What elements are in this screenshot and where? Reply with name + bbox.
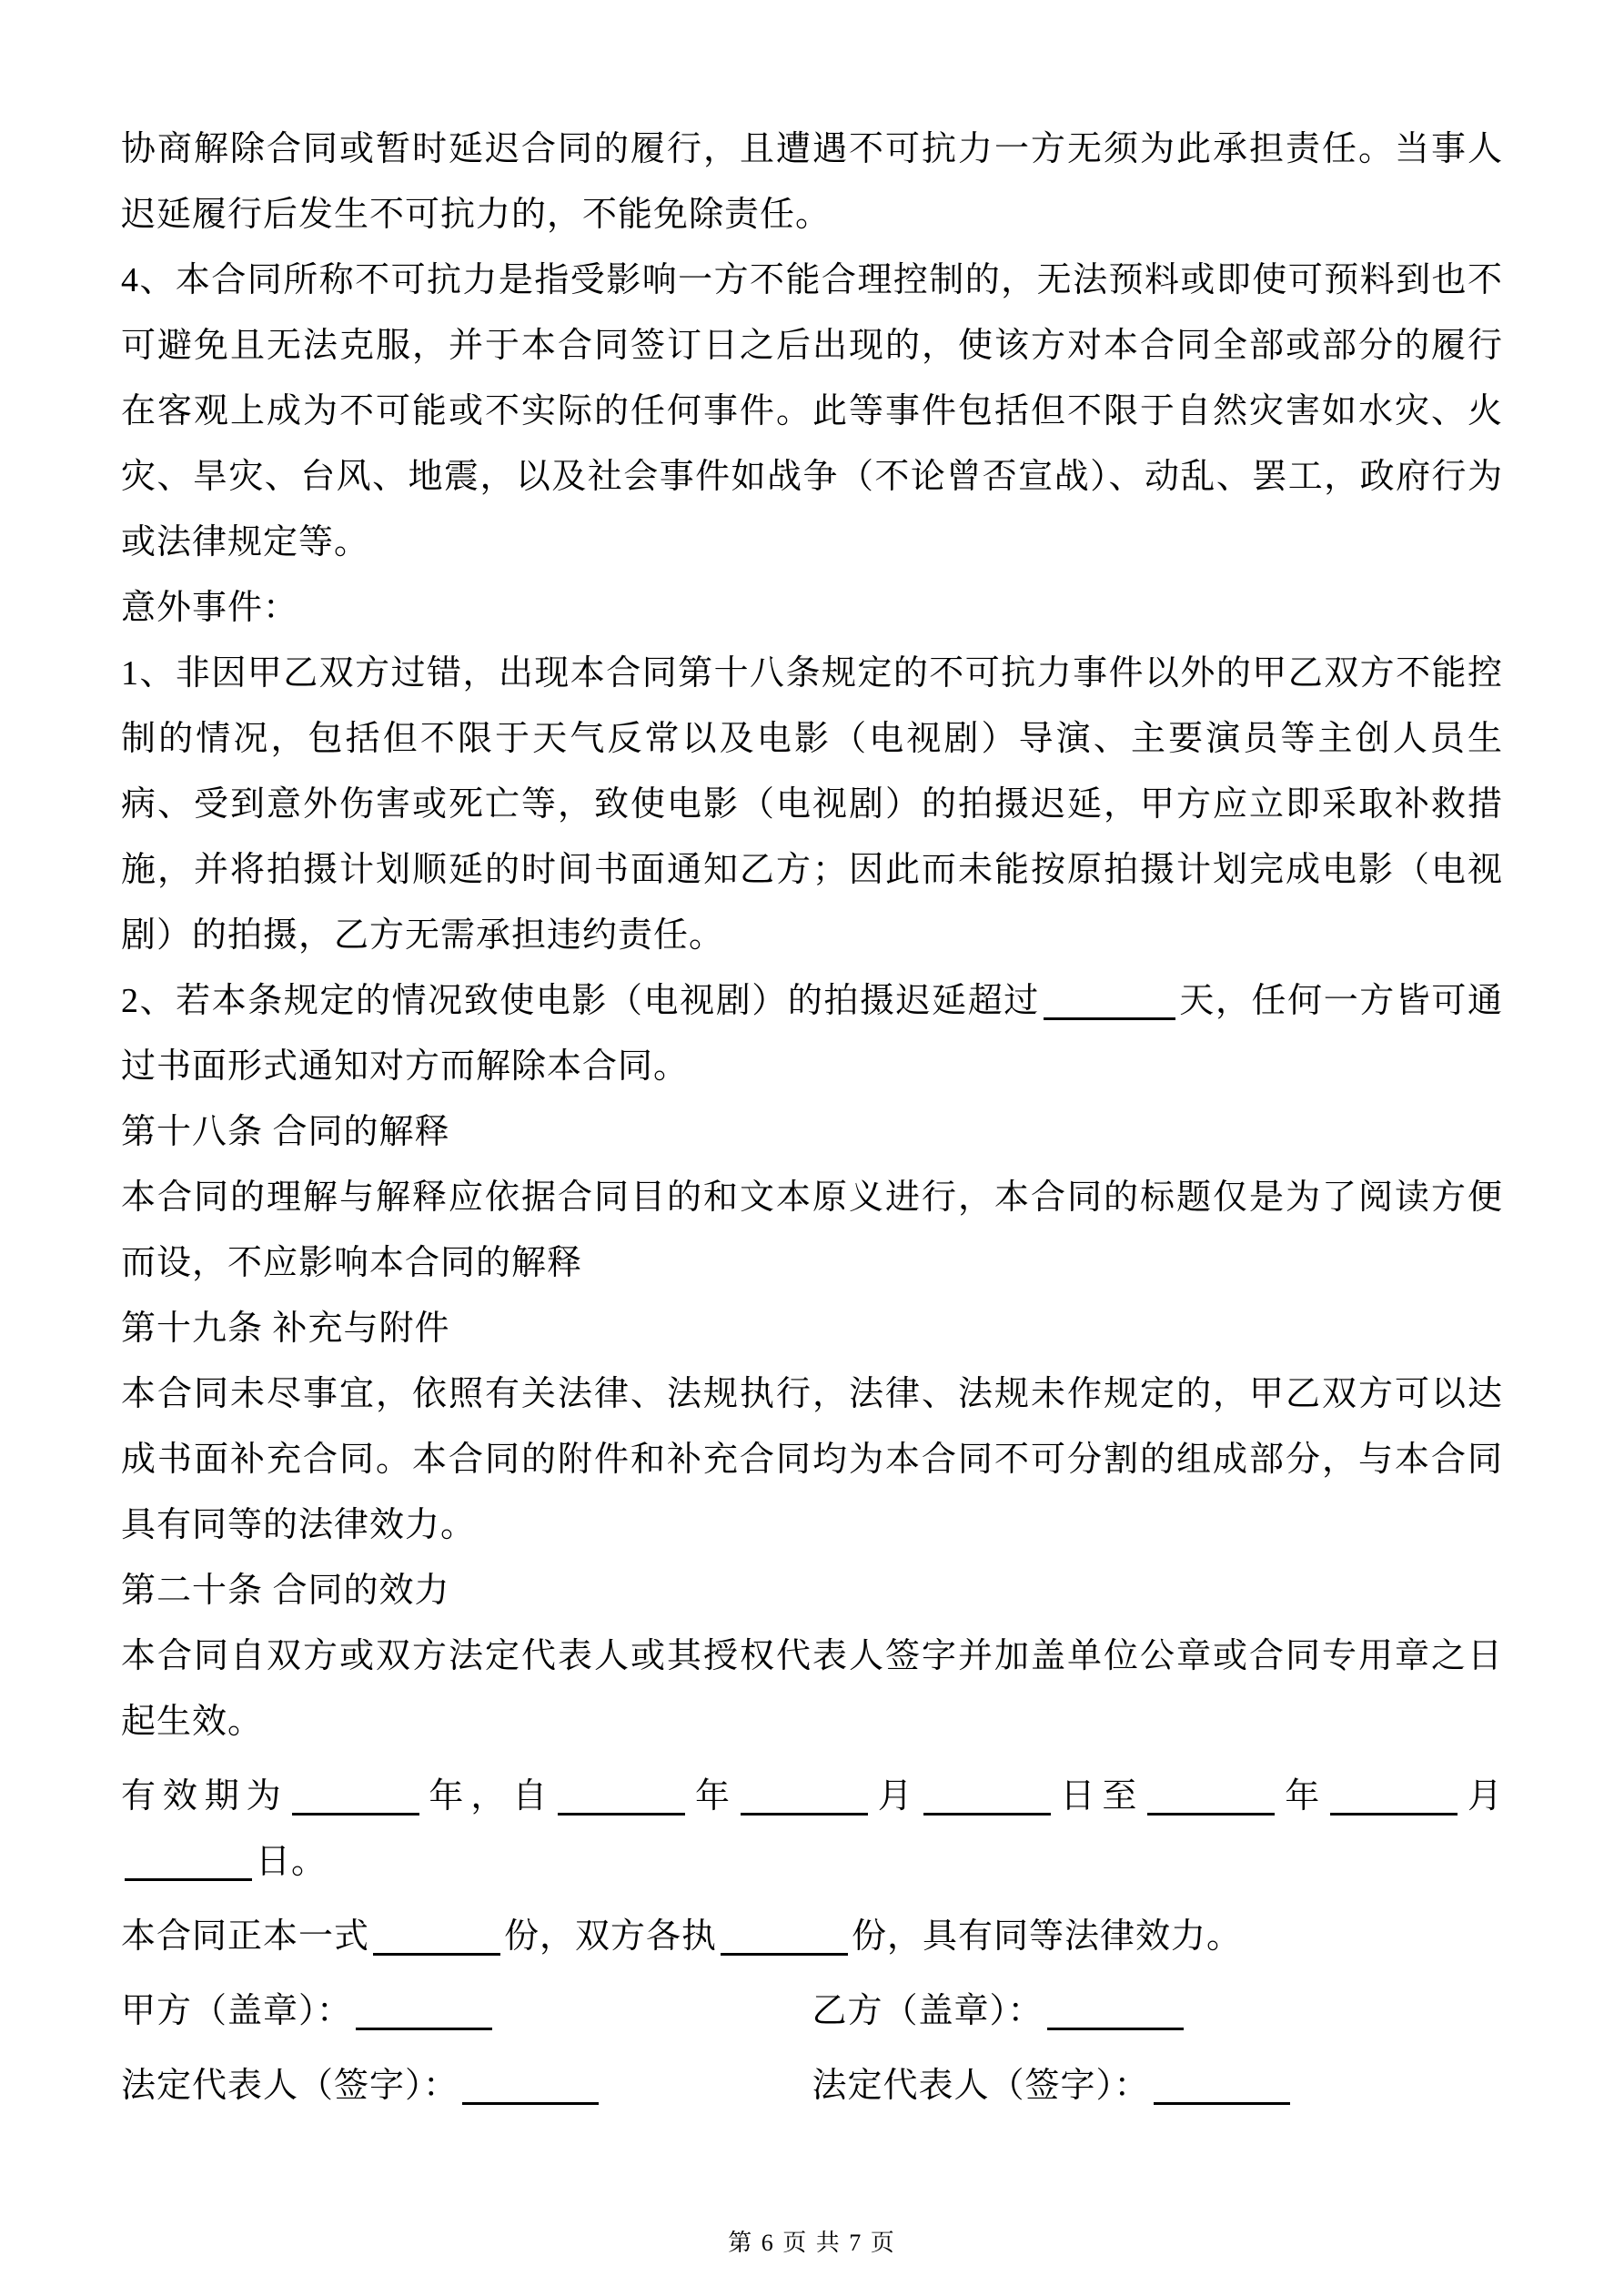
blank-field <box>125 1844 252 1881</box>
text-run: 4、本合同所称不可抗力是指受影响一方不能合理控制的，无法预料或即使可预料到也不可避免且无法克服，并于本合同签订日之后出现的，使该方对本合同全部或部分的履行在客观上成为不可能或不实际的任何事件。此等事件包括但不限于自然灾害如水灾、火灾、旱灾、台风、地震，以及社会事件如战争（不论曾否宣战）、动乱、罢工，政府行为或法律规定等。 <box>121 261 1503 561</box>
para-accident-clause-2 <box>121 968 1503 1099</box>
text-run: 意外事件： <box>121 589 299 627</box>
para-counterparts <box>121 1904 1503 1969</box>
blank-field <box>1147 1778 1275 1816</box>
text-run: 1、非因甲乙双方过错，出现本合同第十八条规定的不可抗力事件以外的甲乙双方不能控制的情况，包括但不限于天气反常以及电影（电视剧）导演、主要演员等主创人员生病、受到意外伤害或死亡等，致使电影（电视剧）的拍摄迟延，甲方应立即采取补救措施，并将拍摄计划顺延的时间书面通知乙方；因此而未能按原拍摄计划完成电影（电视剧）的拍摄，乙方无需承担违约责任。 <box>121 654 1503 955</box>
text-run: 份，双方各执 <box>504 1917 718 1956</box>
text-run: 份，具有同等法律效力。 <box>852 1917 1243 1956</box>
text-run: 本合同自双方或双方法定代表人或其授权代表人签字并加盖单位公章或合同专用章之日起生效。 <box>121 1637 1503 1741</box>
text-run: 年 <box>689 1777 737 1816</box>
para-force-majeure-liability <box>121 116 1503 248</box>
row-representative-signatures-left <box>121 2053 812 2119</box>
blank-field <box>1330 1778 1458 1816</box>
text-run: 本合同未尽事宜，依照有关法律、法规执行，法律、法规未作规定的，甲乙双方可以达成书面补充合同。本合同的附件和补充合同均为本合同不可分割的组成部分，与本合同具有同等的法律效力。 <box>121 1375 1503 1544</box>
heading-accident-events <box>121 575 1503 641</box>
document-content <box>121 116 1503 2119</box>
text-run: 月 <box>871 1777 920 1816</box>
para-force-majeure-definition <box>121 248 1503 575</box>
blank-field <box>1154 2068 1290 2105</box>
para-article-19-body <box>121 1361 1503 1558</box>
text-run: 第十八条 合同的解释 <box>121 1113 450 1151</box>
blank-field <box>741 1778 868 1816</box>
blank-field <box>558 1778 685 1816</box>
para-article-18-body <box>121 1165 1503 1296</box>
text-run: 年 <box>1278 1777 1327 1816</box>
text-run: 第二十条 合同的效力 <box>121 1572 450 1610</box>
text-run: 第十九条 补充与附件 <box>121 1310 450 1348</box>
row-seal-signatures-right <box>812 1978 1504 2044</box>
text-run: 2、若本条规定的情况致使电影（电视剧）的拍摄迟延超过 <box>121 982 1040 1020</box>
text-run: 天，任何一方皆可通过书面形式通知对方而解除本合同。 <box>121 982 1503 1086</box>
text-run: 有效期为 <box>121 1777 288 1816</box>
blank-field <box>292 1778 419 1816</box>
text-run: 日。 <box>256 1843 328 1881</box>
text-run: 年，自 <box>422 1777 555 1816</box>
blank-field <box>462 2068 599 2105</box>
text-run: 日至 <box>1054 1777 1145 1816</box>
heading-article-18 <box>121 1099 1503 1165</box>
text-run: 本合同正本一式 <box>121 1917 370 1956</box>
text-run: 协商解除合同或暂时延迟合同的履行，且遭遇不可抗力一方无须为此承担责任。当事人迟延履行后发生不可抗力的，不能免除责任。 <box>121 130 1503 234</box>
blank-field <box>721 1918 848 1956</box>
text-run: 甲方（盖章）： <box>121 1992 353 2030</box>
row-representative-signatures <box>121 2053 1503 2119</box>
para-article-20-body <box>121 1623 1503 1755</box>
blank-field <box>1047 1993 1184 2030</box>
text-run: 法定代表人（签字）： <box>121 2067 459 2105</box>
blank-field <box>356 1993 492 2030</box>
blank-field <box>373 1918 500 1956</box>
para-accident-clause-1 <box>121 641 1503 968</box>
text-run: 乙方（盖章）： <box>812 1992 1044 2030</box>
page-footer: 第 6 页 共 7 页 <box>728 2230 896 2256</box>
text-run: 月 <box>1461 1777 1503 1816</box>
row-seal-signatures-left <box>121 1978 812 2044</box>
text-run: 法定代表人（签字）： <box>812 2067 1150 2105</box>
blank-field <box>923 1778 1051 1816</box>
text-run: 本合同的理解与解释应依据合同目的和文本原义进行，本合同的标题仅是为了阅读方便而设，不应影响本合同的解释 <box>121 1178 1503 1282</box>
heading-article-19 <box>121 1296 1503 1361</box>
para-validity-period <box>121 1764 1503 1895</box>
row-representative-signatures-right <box>812 2053 1504 2119</box>
blank-field <box>1044 983 1175 1020</box>
heading-article-20 <box>121 1558 1503 1623</box>
row-seal-signatures <box>121 1978 1503 2044</box>
